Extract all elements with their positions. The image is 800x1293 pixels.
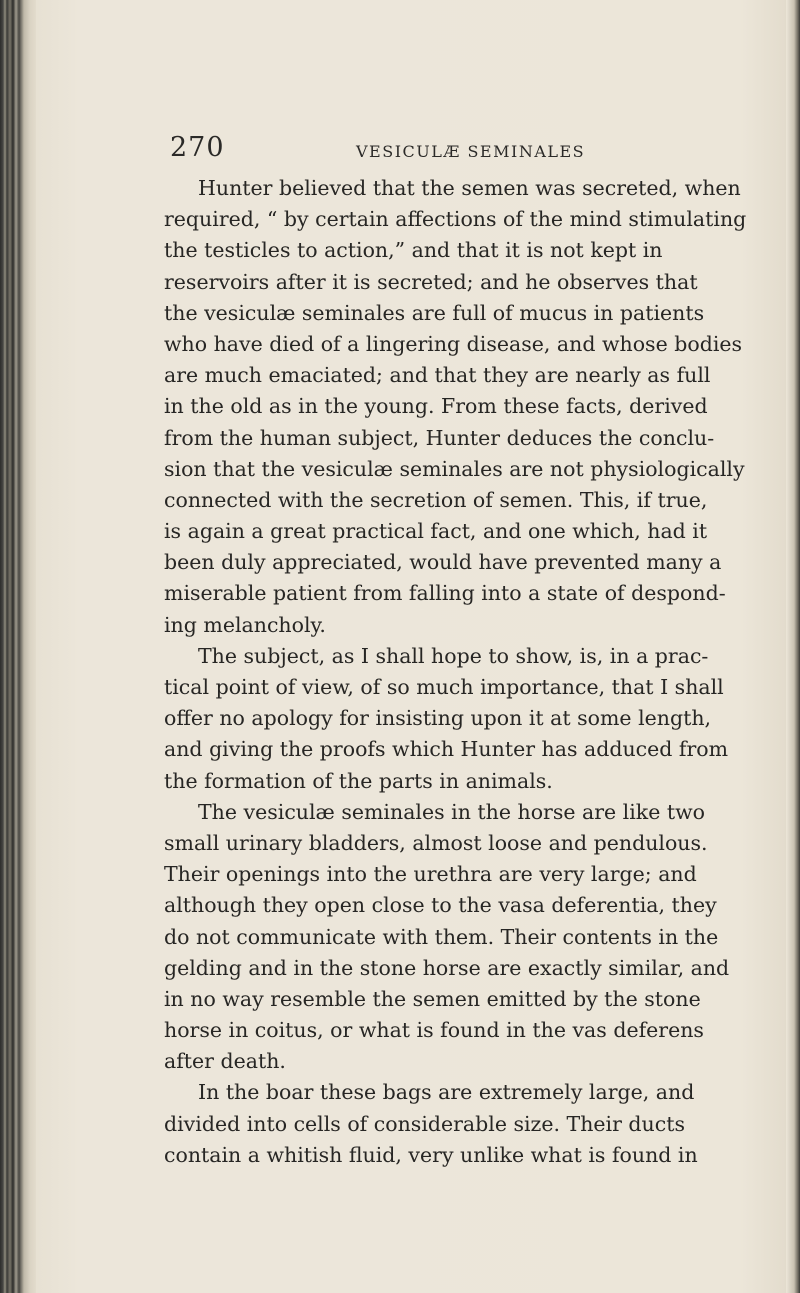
- text-line: in no way resemble the semen emitted by the stone: [164, 986, 701, 1011]
- text-line: do not communicate with them. Their contents in the: [164, 924, 719, 949]
- text-line: In the boar these bags are extremely large, and: [198, 1080, 695, 1105]
- page-right-edge: [786, 0, 800, 1293]
- text-line: miserable patient from falling into a state of despond-: [164, 581, 726, 606]
- text-line: Hunter believed that the semen was secreted, when: [198, 176, 741, 200]
- text-line: who have died of a lingering disease, and whose bodies: [164, 331, 743, 356]
- body-text: [164, 173, 747, 1171]
- text-line: divided into cells of considerable size. Their ducts: [164, 1111, 685, 1136]
- text-line: Their openings into the urethra are very large; and: [164, 862, 697, 887]
- text-line: connected with the secretion of semen. This, if true,: [164, 487, 708, 512]
- text-line: is again a great practical fact, and one which, had it: [164, 519, 708, 544]
- text-line: are much emaciated; and that they are nearly as full: [164, 363, 711, 388]
- text-line: contain a whitish fluid, very unlike what is found in: [164, 1142, 698, 1167]
- text-line: gelding and in the stone horse are exactly similar, and: [164, 955, 730, 980]
- text-line: small urinary bladders, almost loose and pendulous.: [164, 830, 708, 855]
- text-line: horse in coitus, or what is found in the vas deferens: [164, 1018, 704, 1043]
- text-line: the testicles to action,” and that it is not kept in: [164, 238, 663, 263]
- text-line: after death.: [164, 1049, 286, 1074]
- text-line: the formation of the parts in animals.: [164, 768, 553, 793]
- page-header: [170, 132, 730, 168]
- page-number: 270: [170, 132, 225, 163]
- text-line: the vesiculæ seminales are full of mucus in patients: [164, 300, 705, 325]
- text-line: reservoirs after it is secreted; and he observes that: [164, 269, 698, 294]
- text-line: required, “ by certain affections of the mind stimulating: [164, 207, 747, 232]
- text-line: sion that the vesiculæ seminales are not physiologically: [164, 456, 745, 481]
- text-line: The subject, as I shall hope to show, is, in a prac-: [198, 643, 709, 668]
- text-line: offer no apology for insisting upon it at some length,: [164, 706, 712, 731]
- text-line: and giving the proofs which Hunter has adduced from: [164, 737, 729, 762]
- text-line: in the old as in the young. From these facts, derived: [164, 394, 708, 419]
- running-title: VESICULÆ SEMINALES: [356, 142, 586, 161]
- text-line: although they open close to the vasa deferentia, they: [164, 893, 717, 918]
- text-line: from the human subject, Hunter deduces the conclu-: [164, 425, 715, 450]
- text-line: tical point of view, of so much importance, that I shall: [164, 675, 724, 699]
- text-line: The vesiculæ seminales in the horse are like two: [198, 799, 705, 824]
- text-line: been duly appreciated, would have prevented many a: [164, 550, 722, 575]
- book-binding-edge: [0, 0, 36, 1293]
- text-line: ing melancholy.: [164, 612, 326, 637]
